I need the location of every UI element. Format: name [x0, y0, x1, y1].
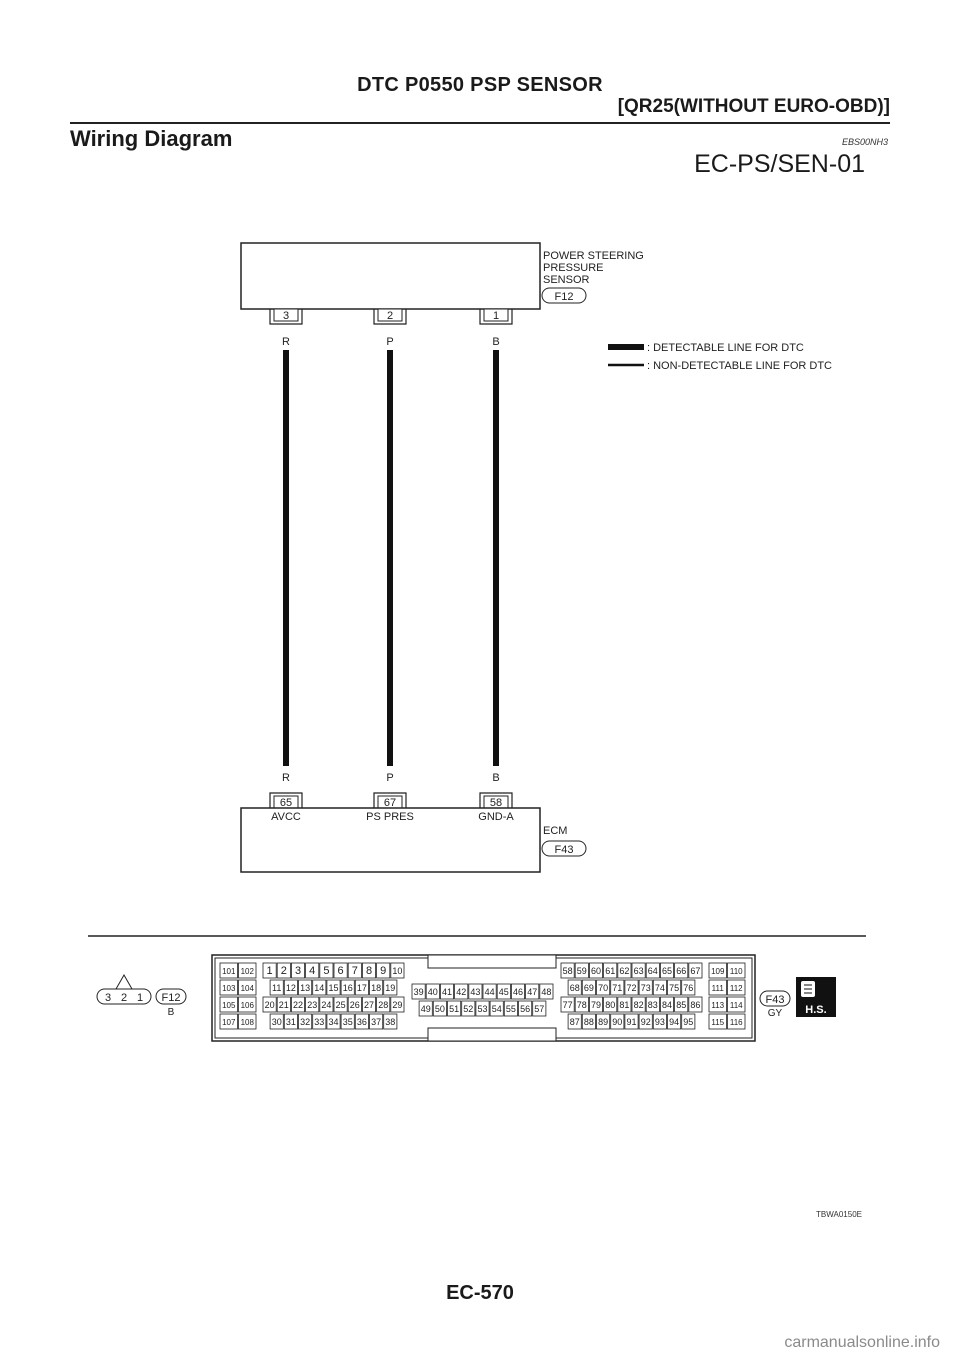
- f43-cavity-label-35: 35: [342, 1017, 353, 1027]
- f43-cavity-label-41: 41: [441, 987, 453, 997]
- watermark: carmanualsonline.info: [784, 1334, 940, 1351]
- f43-cavity-label-18: 18: [371, 983, 382, 993]
- hs-badge-icon: [796, 977, 836, 1017]
- ecm-signal-ps-pres: PS PRES: [366, 811, 414, 823]
- f43-cavity-label-111: 111: [711, 984, 724, 993]
- f43-cavity-label-83: 83: [647, 1000, 658, 1010]
- f43-cavity-label-50: 50: [434, 1004, 445, 1014]
- section-title: Wiring Diagram: [70, 126, 233, 151]
- f43-cavity-label-12: 12: [285, 983, 296, 993]
- f43-cavity-label-37: 37: [371, 1017, 382, 1027]
- f43-cavity-label-26: 26: [349, 1000, 360, 1010]
- ecm-pin-67-number: 67: [383, 797, 397, 809]
- f43-cavity-label-65: 65: [661, 966, 673, 976]
- f43-cavity-label-9: 9: [380, 965, 387, 977]
- f43-cavity-label-42: 42: [456, 987, 467, 997]
- sensor-connector-label: F12: [554, 291, 574, 303]
- f43-cavity-label-110: 110: [729, 967, 743, 976]
- f43-cavity-label-69: 69: [583, 983, 594, 993]
- wire-color-bottom-b: B: [492, 772, 500, 784]
- f43-cavity-label-61: 61: [605, 966, 616, 976]
- f43-cavity-label-80: 80: [605, 1000, 616, 1010]
- f43-cavity-label-59: 59: [576, 966, 587, 976]
- ecm-name: ECM: [543, 825, 568, 837]
- f43-connector-view: [212, 955, 755, 1041]
- f43-cavity-label-88: 88: [583, 1017, 594, 1027]
- f43-cavity-label-1: 1: [266, 965, 273, 977]
- sensor-pin-3-number: 3: [282, 310, 290, 322]
- f43-cavity-label-63: 63: [633, 966, 644, 976]
- f43-cavity-label-29: 29: [392, 1000, 403, 1010]
- f43-cavity-label-102: 102: [240, 967, 254, 976]
- f43-cavity-label-73: 73: [640, 983, 651, 993]
- f43-cavity-label-17: 17: [356, 983, 367, 993]
- f43-view-label: F43: [765, 994, 785, 1006]
- f43-cavity-label-70: 70: [598, 983, 609, 993]
- f43-cavity-label-55: 55: [505, 1004, 516, 1014]
- f43-cavity-label-113: 113: [711, 1001, 725, 1010]
- ecm-signal-avcc: AVCC: [271, 811, 301, 823]
- f12-pin-3: 3: [104, 992, 112, 1004]
- f43-cavity-label-104: 104: [240, 984, 254, 993]
- f43-cavity-label-43: 43: [470, 987, 481, 997]
- f43-cavity-label-25: 25: [335, 1000, 346, 1010]
- sensor-name-line-1: POWER STEERING: [543, 250, 644, 262]
- f43-cavity-label-62: 62: [619, 966, 630, 976]
- f43-cavity-label-105: 105: [222, 1001, 236, 1010]
- f43-cavity-label-30: 30: [271, 1017, 282, 1027]
- f43-cavity-label-116: 116: [729, 1018, 743, 1027]
- ecm-pin-67: [374, 793, 406, 809]
- f43-cavity-label-8: 8: [365, 965, 373, 977]
- ecm-pin-65: [270, 793, 302, 809]
- ecm-connector-label: F43: [554, 844, 574, 856]
- sensor-pin-1: [480, 309, 512, 324]
- f12-connector-view: [97, 975, 186, 1018]
- f43-cavity-label-34: 34: [328, 1017, 339, 1027]
- diagram-id: EC-PS/SEN-01: [694, 150, 865, 178]
- f43-cavity-label-77: 77: [562, 1000, 573, 1010]
- f43-cavity-label-107: 107: [222, 1018, 236, 1027]
- f43-cavity-label-112: 112: [729, 984, 743, 993]
- sensor-pin-1-number: 1: [492, 310, 500, 322]
- sensor-box: [241, 243, 540, 309]
- hs-badge-text: H.S.: [805, 1004, 827, 1016]
- f43-cavity-label-7: 7: [351, 965, 358, 977]
- f43-cavity-label-33: 33: [314, 1017, 325, 1027]
- f43-cavity-label-86: 86: [690, 1000, 701, 1010]
- f43-cavity-label-4: 4: [309, 965, 316, 977]
- f43-cavity-label-82: 82: [633, 1000, 644, 1010]
- f43-cavity-label-51: 51: [449, 1004, 460, 1014]
- f43-cavity-label-48: 48: [541, 987, 552, 997]
- f43-cavity-label-16: 16: [342, 983, 353, 993]
- f43-cavity-label-93: 93: [654, 1017, 665, 1027]
- f43-cavity-label-45: 45: [498, 987, 509, 997]
- f43-cavity-label-53: 53: [477, 1004, 488, 1014]
- f43-cavity-label-78: 78: [576, 1000, 587, 1010]
- f43-cavity-label-68: 68: [569, 983, 580, 993]
- wire-color-bottom-r: R: [282, 772, 290, 784]
- ecm-signal-gnd-a: GND-A: [478, 811, 514, 823]
- f43-cavity-label-22: 22: [292, 1000, 304, 1010]
- f43-cavity-label-66: 66: [676, 966, 687, 976]
- wire-color-top-p: P: [386, 336, 394, 348]
- f43-cavity-label-89: 89: [598, 1017, 609, 1027]
- f43-cavity-label-28: 28: [378, 1000, 389, 1010]
- ecm-pin-65-number: 65: [279, 797, 293, 809]
- f43-cavity-label-91: 91: [626, 1017, 637, 1027]
- f43-label-group: [760, 991, 790, 1019]
- f43-cavity-label-38: 38: [385, 1017, 396, 1027]
- f43-cavity-label-39: 39: [413, 987, 424, 997]
- f43-cavity-label-19: 19: [385, 983, 396, 993]
- page-header-subtitle: [QR25(WITHOUT EURO-OBD)]: [617, 96, 890, 117]
- f43-cavity-label-94: 94: [669, 1017, 680, 1027]
- f43-cavity-label-23: 23: [307, 1000, 318, 1010]
- f43-cavity-label-10: 10: [392, 966, 403, 976]
- f43-cavity-label-11: 11: [272, 983, 282, 993]
- f43-cavity-label-36: 36: [356, 1017, 367, 1027]
- f43-cavity-label-101: 101: [222, 967, 236, 976]
- ecm-pin-58-number: 58: [489, 797, 503, 809]
- f43-cavity-label-108: 108: [240, 1018, 254, 1027]
- f43-cavity-label-76: 76: [683, 983, 694, 993]
- wire-color-top-b: B: [492, 336, 500, 348]
- f43-cavity-label-84: 84: [661, 1000, 673, 1010]
- f43-cavity-label-71: 71: [612, 983, 623, 993]
- f43-cavity-label-31: 31: [285, 1017, 296, 1027]
- f43-cavity-label-79: 79: [590, 1000, 602, 1010]
- f12-view-color: B: [167, 1007, 175, 1018]
- f12-pin-2: 2: [120, 992, 128, 1004]
- f43-cavity-label-52: 52: [463, 1004, 474, 1014]
- wire-color-bottom-p: P: [386, 772, 394, 784]
- f43-cavity-label-109: 109: [711, 967, 725, 976]
- sensor-pin-3: [270, 309, 302, 324]
- f43-cavity-label-58: 58: [562, 966, 573, 976]
- f43-cavity-label-2: 2: [280, 965, 287, 977]
- f43-cavity-grid: [220, 963, 745, 1029]
- sensor-pin-2: [374, 309, 406, 324]
- f43-cavity-label-114: 114: [729, 1001, 743, 1010]
- f43-cavity-label-85: 85: [676, 1000, 687, 1010]
- f43-cavity-label-21: 21: [278, 1000, 289, 1010]
- f43-cavity-label-44: 44: [484, 987, 495, 997]
- f43-cavity-label-75: 75: [669, 983, 680, 993]
- f43-cavity-label-106: 106: [240, 1001, 254, 1010]
- f43-cavity-label-56: 56: [520, 1004, 531, 1014]
- f43-cavity-label-54: 54: [491, 1004, 502, 1014]
- f43-cavity-label-46: 46: [512, 987, 524, 997]
- f43-cavity-label-67: 67: [690, 966, 701, 976]
- wire-color-top-r: R: [282, 336, 290, 348]
- figure-reference: TBWA0150E: [816, 1210, 862, 1219]
- f43-cavity-label-57: 57: [534, 1004, 545, 1014]
- f43-cavity-label-5: 5: [323, 965, 330, 977]
- sensor-pin-2-number: 2: [386, 310, 394, 322]
- legend-detectable-label: : DETECTABLE LINE FOR DTC: [647, 342, 804, 354]
- f43-cavity-label-49: 49: [420, 1004, 431, 1014]
- f43-cavity-label-32: 32: [300, 1017, 311, 1027]
- f43-cavity-label-40: 40: [427, 987, 438, 997]
- f43-cavity-label-64: 64: [647, 966, 658, 976]
- f43-cavity-label-95: 95: [683, 1017, 694, 1027]
- f43-cavity-label-14: 14: [314, 983, 325, 993]
- f43-cavity-label-24: 24: [321, 1000, 332, 1010]
- f43-cavity-label-60: 60: [590, 966, 602, 976]
- section-code: EBS00NH3: [841, 137, 888, 147]
- f43-cavity-label-74: 74: [654, 983, 665, 993]
- f43-cavity-label-72: 72: [626, 983, 637, 993]
- f43-cavity-label-27: 27: [363, 1000, 375, 1010]
- f43-cavity-label-81: 81: [619, 1000, 630, 1010]
- page-number: EC-570: [446, 1282, 514, 1304]
- f43-cavity-label-3: 3: [294, 965, 302, 977]
- f43-cavity-label-87: 87: [569, 1017, 580, 1027]
- f43-cavity-label-13: 13: [300, 983, 311, 993]
- f43-cavity-label-6: 6: [337, 965, 344, 977]
- f43-view-color: GY: [767, 1008, 783, 1019]
- f12-pin-1: 1: [136, 992, 144, 1004]
- sensor-name-line-3: SENSOR: [543, 274, 590, 286]
- page-header-title: DTC P0550 PSP SENSOR: [357, 74, 603, 96]
- f43-cavity-label-15: 15: [328, 983, 339, 993]
- f43-cavity-label-92: 92: [640, 1017, 651, 1027]
- f43-cavity-label-103: 103: [222, 984, 236, 993]
- f43-cavity-label-47: 47: [527, 987, 538, 997]
- f12-view-label: F12: [161, 992, 181, 1004]
- f43-cavity-label-115: 115: [711, 1018, 725, 1027]
- ecm-pin-58: [480, 793, 512, 809]
- f43-cavity-label-20: 20: [264, 1000, 275, 1010]
- legend-non-detectable-label: : NON-DETECTABLE LINE FOR DTC: [647, 360, 832, 372]
- sensor-name-line-2: PRESSURE: [543, 262, 604, 274]
- f43-cavity-label-90: 90: [612, 1017, 623, 1027]
